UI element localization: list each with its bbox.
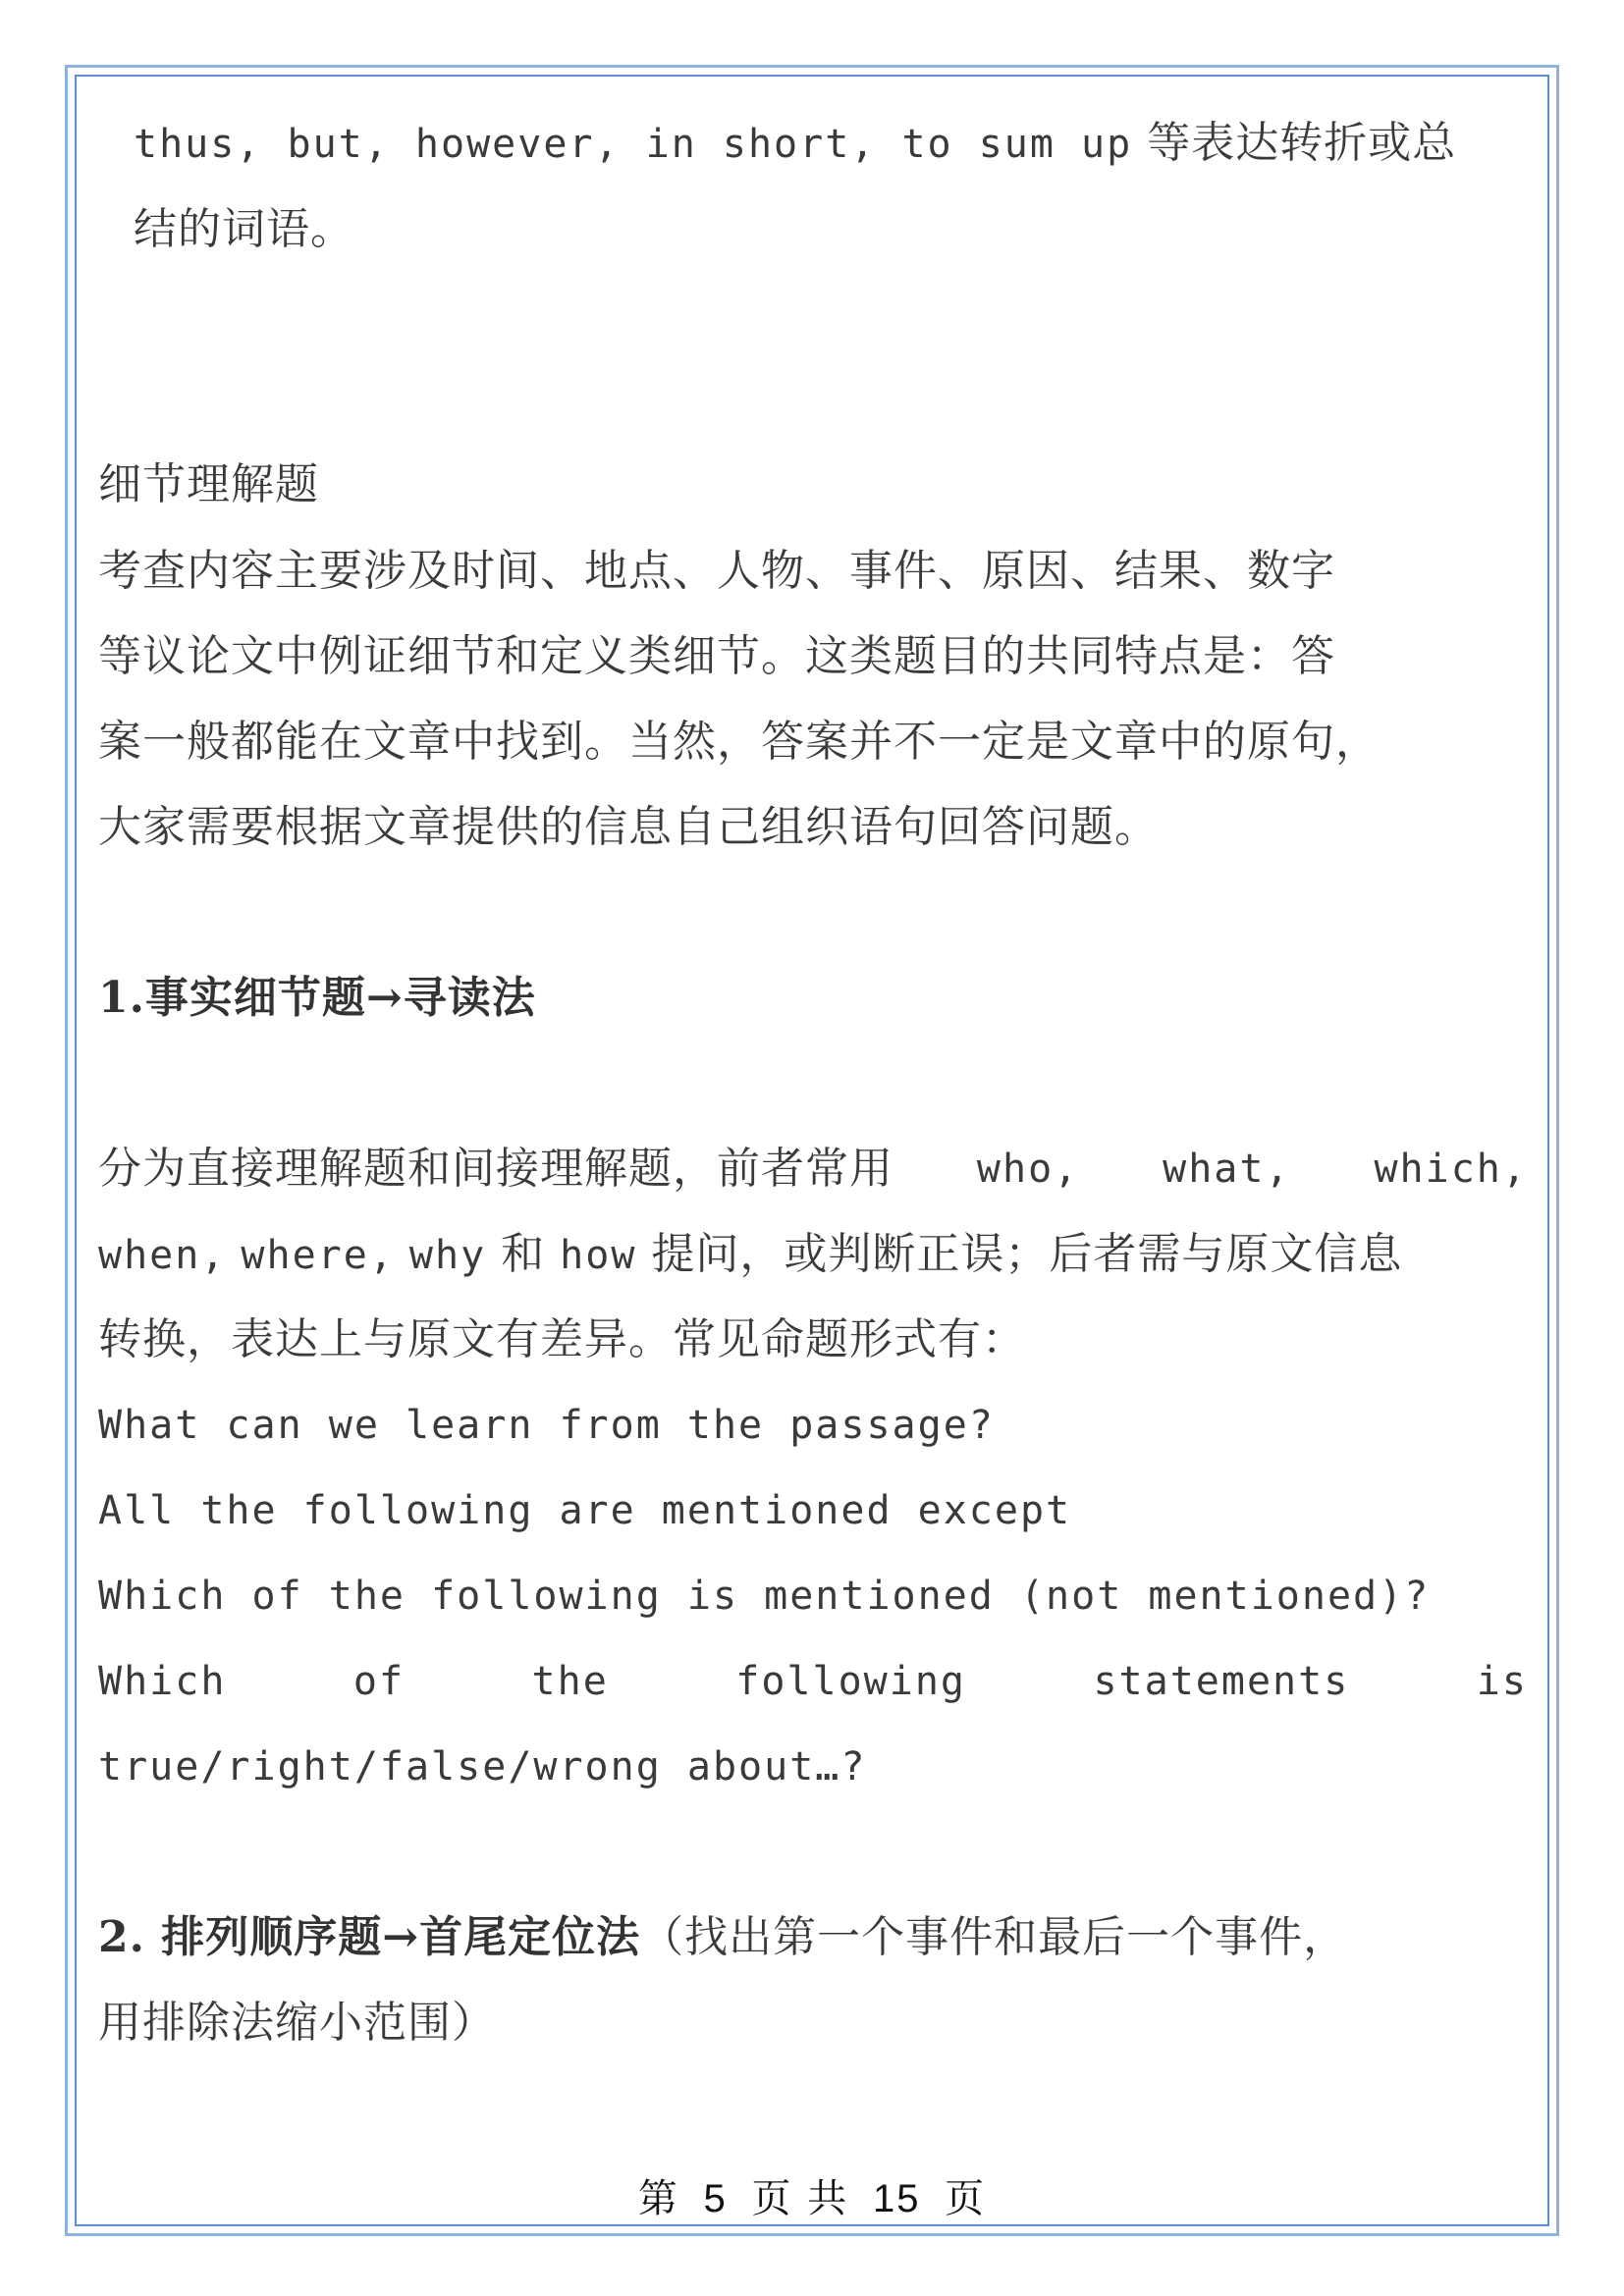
footer-text: 页: [945, 2176, 987, 2221]
item1-desc-line-3: 转换，表达上与原文有差异。常见命题形式有：: [98, 1314, 1026, 1364]
item1-desc-word: when,: [98, 1233, 227, 1278]
example-question-4-word: statements: [1093, 1659, 1350, 1704]
footer-total-pages: 15: [872, 2177, 921, 2220]
example-question-4-line-2: true/right/false/wrong about…?: [98, 1744, 867, 1789]
item2-heading: [98, 1908, 1528, 1967]
example-question-4-word: is: [1476, 1659, 1528, 1704]
intro-line-2: 结的词语。: [134, 204, 354, 254]
example-question-2: All the following are mentioned except: [98, 1488, 1072, 1533]
item1-desc-text: 分为直接理解题和间接理解题，前者常用: [98, 1144, 893, 1194]
item1-desc-line-2: [98, 1225, 1528, 1285]
footer-text: 页 共: [751, 2176, 849, 2221]
item1-desc-line-1: [98, 1140, 1528, 1199]
intro-line-1-english: thus, but, however, in short, to sum up: [134, 122, 1133, 167]
section-para-line-4: 大家需要根据文章提供的信息自己组织语句回答问题。: [98, 802, 1159, 852]
example-question-1: What can we learn from the passage?: [98, 1403, 995, 1448]
page-footer: [0, 2167, 1624, 2223]
example-question-4-word: the: [531, 1659, 609, 1704]
item1-heading: 1.事实细节题→寻读法: [98, 973, 536, 1023]
example-question-4-line-1: [98, 1652, 1528, 1711]
example-question-4-word: of: [352, 1659, 406, 1704]
intro-line-1-chinese: 等表达转折或总: [1147, 118, 1457, 168]
section-title: 细节理解题: [98, 459, 319, 509]
item1-desc-text: 提问，或判断正误；后者需与原文信息: [651, 1229, 1403, 1279]
item1-desc-word: where,: [241, 1233, 395, 1278]
example-question-3: Which of the following is mentioned (not mentioned)?: [98, 1574, 1431, 1619]
item1-desc-word: what,: [1163, 1147, 1291, 1192]
item2-heading-title: 2. 排列顺序题→首尾定位法: [98, 1912, 641, 1962]
example-question-4-word: Which: [98, 1659, 227, 1704]
item1-desc-word: how: [560, 1233, 637, 1278]
intro-line-1: [134, 114, 1528, 174]
item1-desc-word: why: [408, 1233, 487, 1278]
item1-desc-word: which,: [1374, 1147, 1528, 1192]
item2-heading-note: （找出第一个事件和最后一个事件，: [640, 1912, 1348, 1962]
section-para-line-3: 案一般都能在文章中找到。当然，答案并不一定是文章中的原句，: [98, 717, 1380, 767]
section-para-line-2: 等议论文中例证细节和定义类细节。这类题目的共同特点是：答: [98, 631, 1335, 681]
section-para-line-1: 考查内容主要涉及时间、地点、人物、事件、原因、结果、数字: [98, 546, 1335, 596]
footer-text: 第: [637, 2176, 679, 2221]
item2-line-2: 用排除法缩小范围）: [98, 1998, 496, 2048]
example-question-4-word: following: [735, 1659, 966, 1704]
footer-page-number: 5: [703, 2177, 728, 2220]
item1-desc-word: who,: [976, 1147, 1080, 1192]
item1-desc-text: 和: [501, 1229, 546, 1279]
